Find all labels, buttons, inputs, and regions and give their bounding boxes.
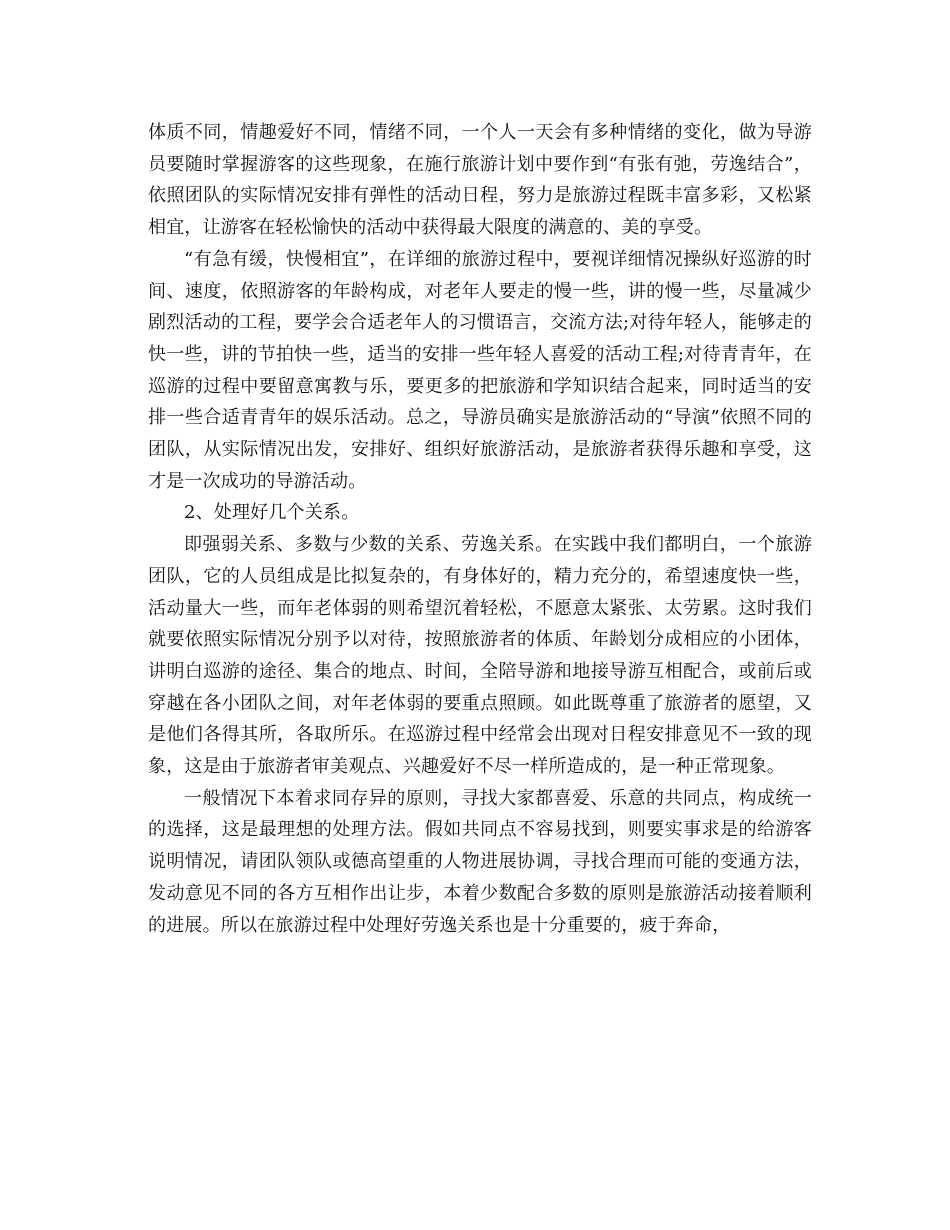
paragraph-3: 即强弱关系、多数与少数的关系、劳逸关系。在实践中我们都明白，一个旅游团队，它的人员组成是比拟复杂的，有身体好的，精力充分的，希望速度快一些，活动量大一些，而年老体弱的则希望沉着轻松，不愿意太紧张、太劳累。这时我们就要依照实际情况分别予以对待，按照旅游者的体质、年龄划分成相应的小团体，讲明白巡游的途径、集合的地点、时间，全陪导游和地接导游互相配合，或前后或穿越在各小团队之间，对年老体弱的要重点照顾。如此既尊重了旅游者的愿望，又是他们各得其所，各取所乐。在巡游过程中经常会出现对日程安排意见不一致的现象，这是由于旅游者审美观点、兴趣爱好不尽一样所造成的，是一种正常现象。 bbox=[148, 534, 812, 778]
document-page bbox=[148, 117, 812, 941]
paragraph-1: 体质不同，情趣爱好不同，情绪不同，一个人一天会有多种情绪的变化，做为导游员要随时掌握游客的这些现象，在施行旅游计划中要作到“有张有弛，劳逸结合”，依照团队的实际情况安排有弹性的活动日程，努力是旅游过程既丰富多彩，又松紧相宜，让游客在轻松愉快的活动中获得最大限度的满意的、美的享受。 bbox=[148, 122, 812, 239]
paragraph-2: “有急有缓，快慢相宜”，在详细的旅游过程中，要视详细情况操纵好巡游的时间、速度，依照游客的年龄构成，对老年人要走的慢一些，讲的慢一些，尽量减少剧烈活动的工程，要学会合适老年人的习惯语言，交流方法;对待年轻人，能够走的快一些，讲的节拍快一些，适当的安排一些年轻人喜爱的活动工程;对待青青年，在巡游的过程中要留意寓教与乐，要更多的把旅游和学知识结合起来，同时适当的安排一些合适青青年的娱乐活动。总之，导游员确实是旅游活动的“导演”依照不同的团队，从实际情况出发，安排好、组织好旅游活动，是旅游者获得乐趣和享受，这才是一次成功的导游活动。 bbox=[148, 248, 812, 492]
paragraph-4: 一般情况下本着求同存异的原则，寻找大家都喜爱、乐意的共同点，构成统一的选择，这是最理想的处理方法。假如共同点不容易找到，则要实事求是的给游客说明情况，请团队领队或德高望重的人物进展协调，寻找合理而可能的变通方法，发动意见不同的各方互相作出让步，本着少数配合多数的原则是旅游活动接着顺利的进展。所以在旅游过程中处理好劳逸关系也是十分重要的，疲于奔命， bbox=[148, 787, 812, 936]
section-heading-2: 2、处理好几个关系。 bbox=[184, 502, 360, 524]
